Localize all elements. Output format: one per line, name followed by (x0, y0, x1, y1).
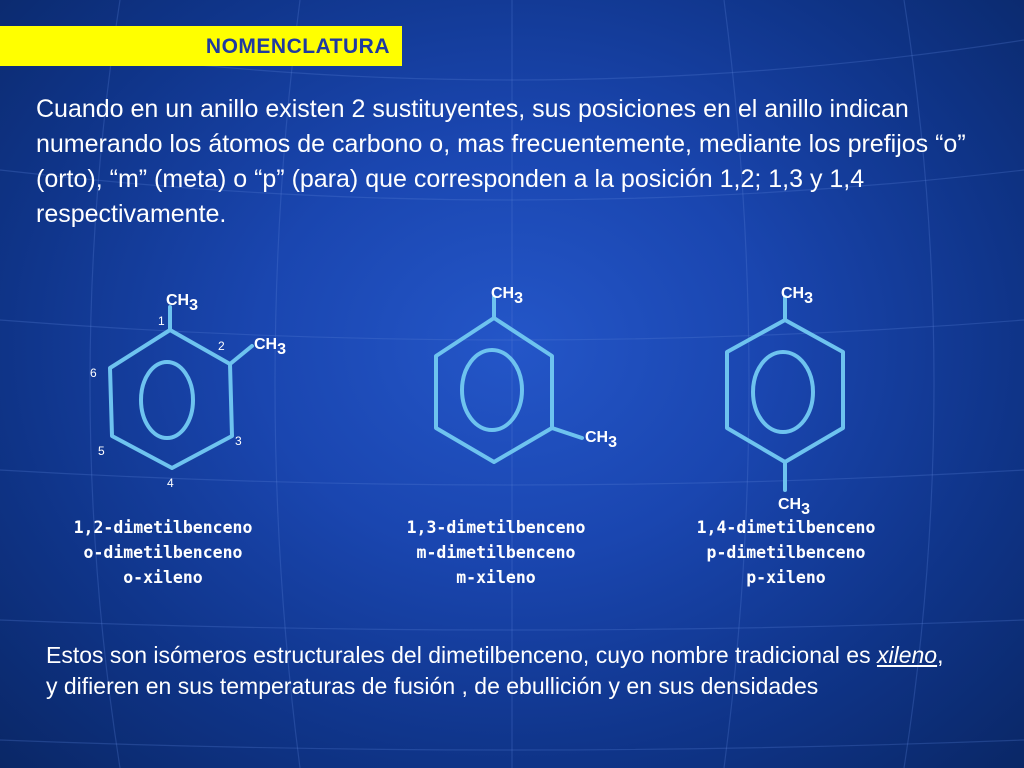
outro-emphasis-xileno: xileno (876, 642, 938, 668)
ortho-bond-2 (230, 346, 252, 364)
ortho-name-common: o-xileno (123, 568, 203, 587)
para-names (656, 515, 916, 590)
ortho-position-5: 5 (98, 444, 105, 458)
outro-text-before: Estos son isómeros estructurales del dimetilbenceno, cuyo nombre tradicional es (46, 642, 877, 668)
meta-name-prefix: m-dimetilbenceno (416, 543, 576, 562)
slide-title: NOMENCLATURA (205, 35, 390, 58)
intro-paragraph: Cuando en un anillo existen 2 sustituyentes, sus posiciones en el anillo indican numerando los átomos de carbono o, mas frecuentemente, mediante los prefijos “o” (orto), “m” (meta) o “p” (para) que corresponden a la posición 1,2; 1,3 y 1,4 respectivamente. (36, 95, 966, 228)
meta-ch3-1-label: CH3 (491, 285, 524, 307)
ortho-name-iupac: 1,2-dimetilbenceno (73, 518, 253, 537)
ortho-position-2: 2 (218, 339, 225, 353)
para-ch3-1-label: CH3 (781, 285, 814, 307)
ortho-position-3: 3 (235, 434, 242, 448)
ortho-position-1: 1 (158, 314, 165, 328)
ortho-name-prefix: o-dimetilbenceno (83, 543, 243, 562)
ortho-benzene-ring (110, 330, 232, 468)
meta-aromatic-circle (462, 350, 522, 430)
para-aromatic-circle (753, 352, 813, 432)
ortho-position-4: 4 (167, 476, 174, 490)
meta-bond-3 (552, 428, 582, 438)
para-name-prefix: p-dimetilbenceno (706, 543, 866, 562)
ortho-names (33, 515, 293, 590)
meta-benzene-ring (436, 318, 552, 462)
meta-ch3-3-label: CH3 (585, 429, 618, 451)
para-ch3-4-label: CH3 (778, 496, 811, 518)
ortho-ch3-2-label: CH3 (254, 336, 287, 358)
ortho-aromatic-circle (141, 362, 193, 438)
outro-text-after: , y difieren en sus temperaturas de fusión , de ebullición y en sus densidades (46, 642, 944, 699)
meta-name-common: m-xileno (456, 568, 536, 587)
ortho-position-6: 6 (90, 366, 97, 380)
para-name-iupac: 1,4-dimetilbenceno (696, 518, 876, 537)
meta-name-iupac: 1,3-dimetilbenceno (406, 518, 586, 537)
meta-names (366, 515, 626, 590)
outro-paragraph (46, 640, 946, 702)
para-benzene-ring (727, 320, 843, 462)
para-name-common: p-xileno (746, 568, 826, 587)
ortho-ch3-1-label: CH3 (166, 292, 199, 314)
